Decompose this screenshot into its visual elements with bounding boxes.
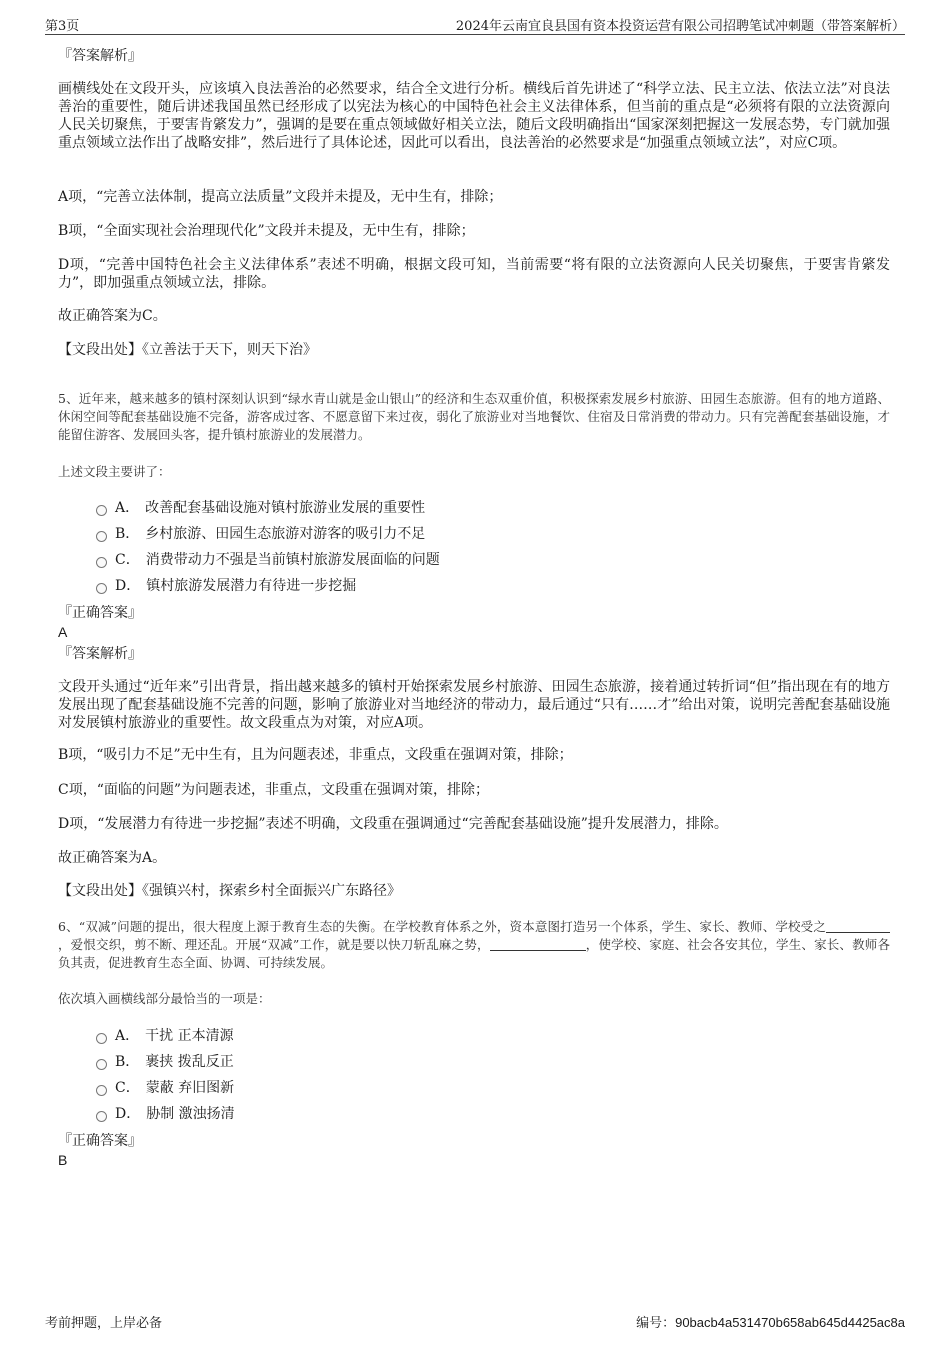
- q5-option-c[interactable]: [96, 551, 440, 569]
- fill-blank-2: [490, 938, 586, 951]
- document-title: 2024年云南宜良县国有资本投资运营有限公司招聘笔试冲刺题（带答案解析）: [455, 19, 905, 34]
- option-letter: D．: [115, 1106, 141, 1122]
- option-text: 蒙蔽 弃旧图新: [145, 1080, 235, 1096]
- option-text: 改善配套基础设施对镇村旅游业发展的重要性: [145, 500, 426, 516]
- radio-icon[interactable]: [96, 531, 107, 542]
- correct-answer: A: [58, 624, 68, 640]
- option-letter: C．: [115, 1080, 140, 1096]
- stem-part: ，爱恨交织，剪不断、理还乱。开展“双减”工作，就是要以快刀斩乱麻之势，: [58, 937, 490, 952]
- option-c-analysis: C项，“面临的问题”为问题表述，非重点，文段重在强调对策，排除；: [58, 782, 490, 798]
- correct-answer: B: [58, 1152, 68, 1168]
- option-text: 裹挟 拨乱反正: [145, 1054, 234, 1070]
- radio-icon[interactable]: [96, 1033, 107, 1044]
- stem-part: 6、“双减”问题的提出，很大程度上源于教育生态的失衡。在学校教育体系之外，资本意图打造另一个体系，学生、家长、教师、学校受之: [58, 919, 826, 934]
- document-code: [636, 1312, 905, 1331]
- option-letter: B．: [115, 1054, 140, 1070]
- question-5-stem: 5、近年来，越来越多的镇村深刻认识到“绿水青山就是金山银山”的经济和生态双重价值，积极探索发展乡村旅游、田园生态旅游。但有的地方道路、休闲空间等配套基础设施不完备，游客成过客、不愿意留下来过夜，弱化了旅游业对当地餐饮、住宿及日常消费的带动力。只有完善配套基础设施，才能留住游客、发展回头客，提升镇村旅游业的发展潜力。: [58, 391, 890, 442]
- answer-conclusion: 故正确答案为C。: [58, 308, 167, 324]
- option-letter: A．: [115, 1028, 140, 1044]
- option-letter: C．: [115, 552, 140, 568]
- text-source: 【文段出处】《立善法于天下，则天下治》: [58, 342, 317, 358]
- q6-option-a[interactable]: [96, 1027, 234, 1045]
- option-letter: A．: [115, 500, 140, 516]
- option-a-analysis: A项，“完善立法体制，提高立法质量”文段并未提及，无中生有，排除；: [58, 189, 503, 205]
- analysis-text: 画横线处在文段开头，应该填入良法善治的必然要求，结合全文进行分析。横线后首先讲述了“科学立法、民主立法、依法立法”对良法善治的重要性，随后讲述我国虽然已经形成了以宪法为核心的中国特色社会主义法律体系，但当前的重点是“必须将有限的立法资源向人民关切聚焦，于要害肯綮发力”，强调的是要在重点领域做好相关立法，随后文段明确指出“国家深刻把握这一发展态势，专门就加强重点领域立法作出了战略安排”，然后进行了具体论述，因此可以看出，良法善治的必然要求是“加强重点领域立法”，对应C项。: [58, 81, 890, 151]
- radio-icon[interactable]: [96, 583, 107, 594]
- option-letter: D．: [115, 578, 141, 594]
- option-text: 镇村旅游发展潜力有待进一步挖掘: [146, 578, 357, 594]
- option-b-analysis: B项，“全面实现社会治理现代化”文段并未提及，无中生有，排除；: [58, 223, 475, 239]
- code-label: 编号：: [636, 1316, 676, 1331]
- option-text: 干扰 正本清源: [145, 1028, 234, 1044]
- answer-conclusion: 故正确答案为A。: [58, 850, 167, 866]
- q5-option-a[interactable]: [96, 499, 425, 517]
- page-number: 第3页: [45, 19, 80, 34]
- stem-part: ，使学校、家庭、社会各安其位，学生、家长、教师各负其责，促进教育生态全面、协调、可持续发展。: [58, 937, 890, 970]
- option-text: 胁制 激浊扬清: [146, 1106, 235, 1122]
- radio-icon[interactable]: [96, 1085, 107, 1096]
- analysis-text: 文段开头通过“近年来”引出背景，指出越来越多的镇村开始探索发展乡村旅游、田园生态旅游，接着通过转折词“但”指出现在有的地方发展出现了配套基础设施不完善的问题，影响了旅游业对当地经济的带动力，最后通过“只有……才”给出对策，说明完善配套基础设施对发展镇村旅游业的重要性。故文段重点为对策，对应A项。: [58, 679, 890, 731]
- question-5-prompt: 上述文段主要讲了：: [58, 464, 171, 479]
- option-d-analysis: D项，“完善中国特色社会主义法律体系”表述不明确，根据文段可知，当前需要“将有限的立法资源向人民关切聚焦，于要害肯綮发力”，即加强重点领域立法，排除。: [58, 257, 890, 291]
- analysis-label: 『答案解析』: [58, 646, 142, 662]
- page-header: [45, 14, 905, 35]
- radio-icon[interactable]: [96, 557, 107, 568]
- text-source: 【文段出处】《强镇兴村，探索乡村全面振兴广东路径》: [58, 883, 401, 899]
- question-6-stem: [58, 918, 890, 972]
- option-text: 乡村旅游、田园生态旅游对游客的吸引力不足: [145, 526, 426, 542]
- correct-answer-label: 『正确答案』: [58, 605, 142, 621]
- fill-blank-1: [826, 920, 890, 933]
- code-value: 90bacb4a531470b658ab645d4425ac8a: [675, 1315, 905, 1330]
- option-text: 消费带动力不强是当前镇村旅游发展面临的问题: [145, 552, 440, 568]
- q6-option-c[interactable]: [96, 1079, 234, 1097]
- option-b-analysis: B项，“吸引力不足”无中生有，且为问题表述，非重点，文段重在强调对策，排除；: [58, 747, 573, 763]
- q6-option-d[interactable]: [96, 1105, 235, 1123]
- q6-option-b[interactable]: [96, 1053, 234, 1071]
- q5-option-d[interactable]: [96, 577, 356, 595]
- radio-icon[interactable]: [96, 1111, 107, 1122]
- option-letter: B．: [115, 526, 140, 542]
- analysis-label: 『答案解析』: [58, 48, 142, 64]
- radio-icon[interactable]: [96, 505, 107, 516]
- option-d-analysis: D项，“发展潜力有待进一步挖掘”表述不明确，文段重在强调通过“完善配套基础设施”提升发展潜力，排除。: [58, 816, 728, 832]
- radio-icon[interactable]: [96, 1059, 107, 1070]
- q5-option-b[interactable]: [96, 525, 425, 543]
- correct-answer-label: 『正确答案』: [58, 1133, 142, 1149]
- question-6-prompt: 依次填入画横线部分最恰当的一项是：: [58, 991, 271, 1006]
- footer-slogan: 考前押题，上岸必备: [45, 1316, 163, 1331]
